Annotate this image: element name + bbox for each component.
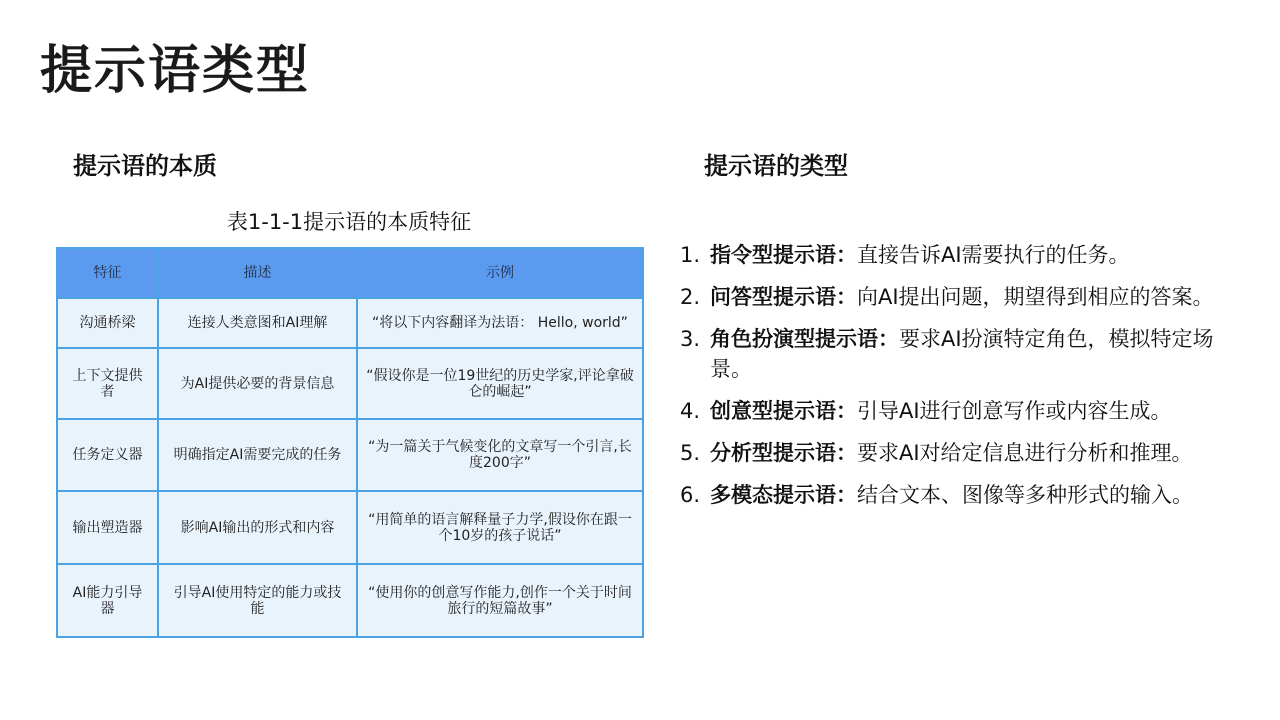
list-item [680,324,1240,384]
feature-cell: 上下文提供者 [57,348,158,419]
header-example: 示例 [357,248,643,298]
feature-cell: 输出塑造器 [57,491,158,564]
item-description: 要求AI对给定信息进行分析和推理。 [857,441,1193,465]
table-row [57,298,643,348]
header-description: 描述 [158,248,357,298]
list-item [680,282,1240,312]
feature-cell: AI能力引导器 [57,564,158,637]
essence-heading: 提示语的本质 [73,152,217,180]
item-description: 直接告诉AI需要执行的任务。 [857,243,1130,267]
list-item [680,438,1240,468]
item-number: 5. [680,441,701,465]
feature-cell: 任务定义器 [57,419,158,491]
item-term: 分析型提示语： [710,441,857,465]
table-row [57,491,643,564]
item-number: 6. [680,483,701,507]
item-term: 问答型提示语： [710,285,857,309]
list-item [680,240,1240,270]
example-cell: “使用你的创意写作能力,创作一个关于时间旅行的短篇故事” [357,564,643,637]
item-term: 指令型提示语： [710,243,857,267]
description-cell: 影响AI输出的形式和内容 [158,491,357,564]
header-feature: 特征 [57,248,158,298]
description-cell: 连接人类意图和AI理解 [158,298,357,348]
item-number: 2. [680,285,701,309]
item-term: 创意型提示语： [710,399,857,423]
description-cell: 引导AI使用特定的能力或技能 [158,564,357,637]
table-caption: 表1-1-1提示语的本质特征 [226,210,472,234]
feature-cell: 沟通桥梁 [57,298,158,348]
example-cell: “为一篇关于气候变化的文章写一个引言,长度200字” [357,419,643,491]
table-row [57,564,643,637]
description-cell: 为AI提供必要的背景信息 [158,348,357,419]
item-description: 要求AI扮演特定角色，模拟特定场景。 [710,327,1214,381]
types-heading: 提示语的类型 [704,152,848,180]
example-cell: “假设你是一位19世纪的历史学家,评论拿破仑的崛起” [357,348,643,419]
example-cell: “用简单的语言解释量子力学,假设你在跟一个10岁的孩子说话” [357,491,643,564]
list-item [680,396,1240,426]
item-term: 角色扮演型提示语： [710,327,899,351]
item-number: 4. [680,399,701,423]
item-number: 3. [680,327,701,351]
item-description: 结合文本、图像等多种形式的输入。 [857,483,1193,507]
table-row [57,419,643,491]
example-cell: “将以下内容翻译为法语： Hello, world” [357,298,643,348]
table-row [57,348,643,419]
list-item [680,480,1240,510]
table-header-row [57,248,643,298]
item-description: 向AI提出问题，期望得到相应的答案。 [857,285,1214,309]
item-description: 引导AI进行创意写作或内容生成。 [857,399,1172,423]
prompt-types-list [680,240,1240,522]
item-term: 多模态提示语： [710,483,857,507]
item-number: 1. [680,243,701,267]
features-table [56,247,644,638]
description-cell: 明确指定AI需要完成的任务 [158,419,357,491]
page-title: 提示语类型 [40,41,311,101]
